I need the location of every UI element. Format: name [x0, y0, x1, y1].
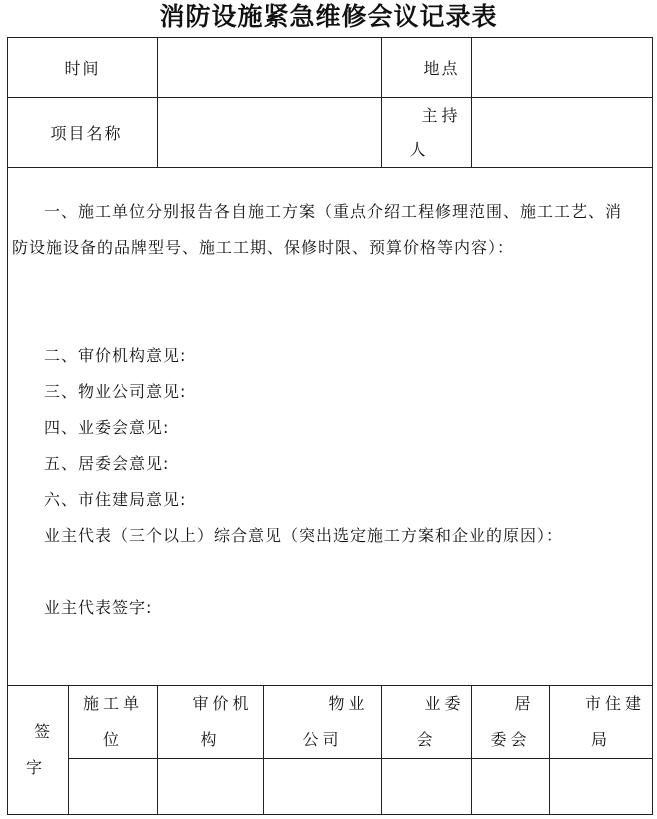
- sig-field-residents-committee[interactable]: [472, 759, 550, 815]
- intro-paragraph: 一、施工单位分别报告各自施工方案（重点介绍工程修理范围、施工工艺、消防设施设备的品牌型号、施工工期、保修时限、预算价格等内容）：: [12, 202, 623, 257]
- owner-opinion: 业主代表（三个以上）综合意见（突出选定施工方案和企业的原因）：: [44, 526, 564, 545]
- row-meeting-content: [8, 168, 653, 686]
- sig-field-owners-committee[interactable]: [382, 759, 472, 815]
- opinion-item-residents-committee: 五、居委会意见:: [44, 454, 170, 473]
- meeting-content-cell[interactable]: [8, 168, 653, 686]
- location-value-cell[interactable]: [472, 38, 653, 98]
- opinion-item-property: 三、物业公司意见:: [44, 382, 187, 401]
- sig-col-contractor: 施工单 位: [69, 686, 158, 759]
- opinion-item-owners-committee: 四、业委会意见:: [44, 418, 170, 437]
- sig-field-property[interactable]: [264, 759, 382, 815]
- row-time-location: [8, 38, 653, 98]
- sig-field-housing-bureau[interactable]: [550, 759, 653, 815]
- row-signature-fields: [8, 759, 653, 815]
- signature-label: 签 字: [8, 686, 69, 815]
- sig-field-contractor[interactable]: [69, 759, 158, 815]
- row-project-host: [8, 98, 653, 168]
- meeting-record-table: [7, 37, 653, 815]
- sig-col-residents-committee: 居 委会: [472, 686, 550, 759]
- sig-col-property: 物业 公司: [264, 686, 382, 759]
- location-label: 地点: [382, 38, 472, 98]
- owner-signature-label: 业主代表签字:: [44, 598, 153, 617]
- page-title: 消防设施紧急维修会议记录表: [159, 2, 498, 31]
- project-name-value-cell[interactable]: [158, 98, 382, 168]
- sig-field-audit[interactable]: [158, 759, 264, 815]
- project-name-label: 项目名称: [8, 98, 158, 168]
- host-value-cell[interactable]: [472, 98, 653, 168]
- opinion-item-audit: 二、审价机构意见:: [44, 346, 187, 365]
- host-label: 主持 人: [382, 98, 472, 168]
- sig-col-housing-bureau: 市住建 局: [550, 686, 653, 759]
- opinion-item-housing-bureau: 六、市住建局意见:: [44, 490, 187, 509]
- time-label: 时间: [8, 38, 158, 98]
- row-signature-headers: [8, 686, 653, 759]
- sig-col-audit: 审价机 构: [158, 686, 264, 759]
- time-value-cell[interactable]: [158, 38, 382, 98]
- sig-col-owners-committee: 业委 会: [382, 686, 472, 759]
